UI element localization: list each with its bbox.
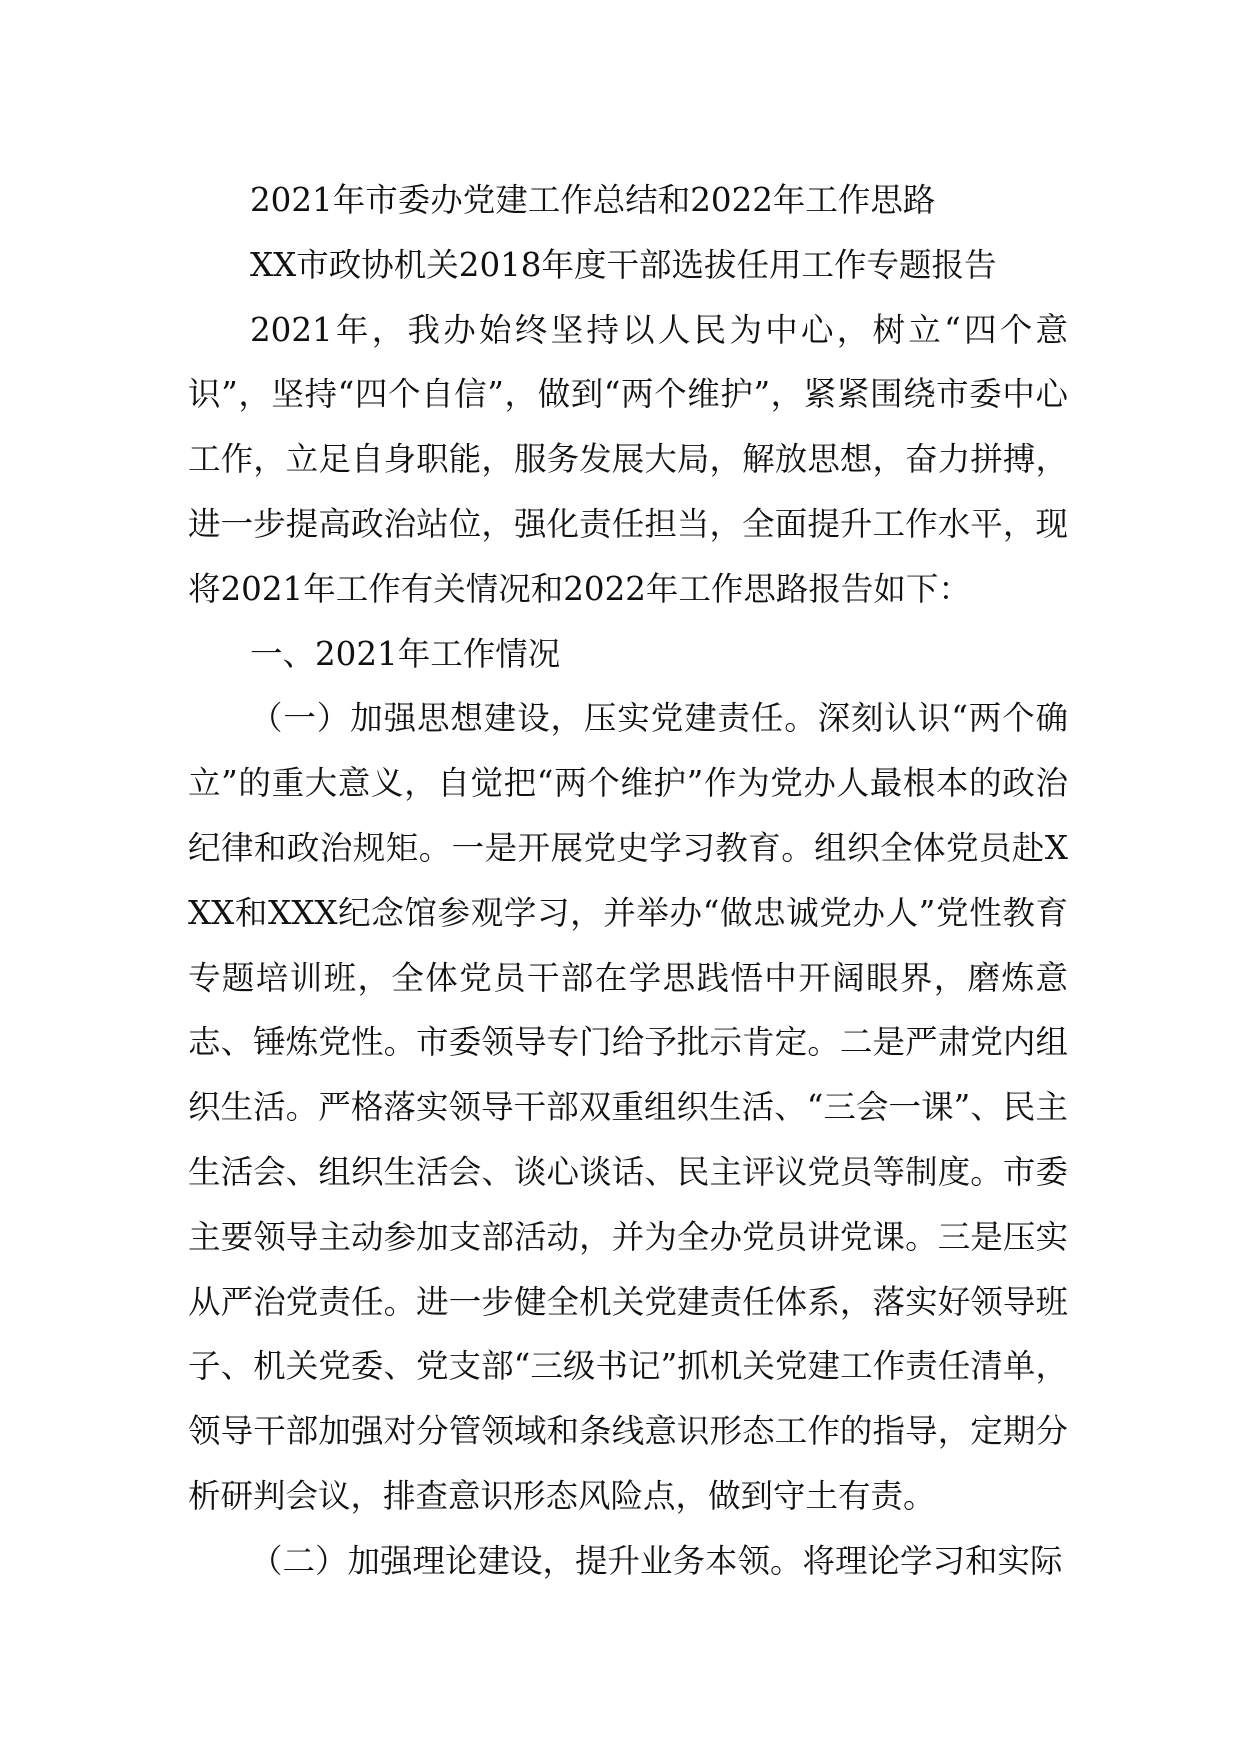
body-paragraph-2: （二）加强理论建设，提升业务本领。将理论学习和实际	[250, 1541, 1063, 1580]
body-paragraph-1: （一）加强思想建设，压实党建责任。深刻认识“两个确立”的重大意义，自觉把“两个维护”作为党办人最根本的政治纪律和政治规矩。一是开展党史学习教育。组织全体党员赴XXX和XXX纪念馆参观学习，并举办“做忠诚党办人”党性教育专题培训班，全体党员干部在学思践悟中开阔眼界，磨炼意志、锤炼党性。市委领导专门给予批示肯定。二是严肃党内组织生活。严格落实领导干部双重组织生活、“三会一课”、民主生活会、组织生活会、谈心谈话、民主评议党员等制度。市委主要领导主动参加支部活动，并为全办党员讲党课。三是压实从严治党责任。进一步健全机关党建责任体系，落实好领导班子、机关党委、党支部“三级书记”抓机关党建工作责任清单，领导干部加强对分管领域和条线意识形态工作的指导，定期分析研判会议，排查意识形态风险点，做到守土有责。	[188, 699, 1068, 1515]
document-subtitle: XX市政协机关2018年度干部选拔任用工作专题报告	[250, 245, 997, 284]
section-heading: 一、2021年工作情况	[250, 634, 561, 673]
document-title: 2021年市委办党建工作总结和2022年工作思路	[250, 181, 936, 219]
document-body	[188, 168, 1068, 1594]
intro-paragraph: 2021年，我办始终坚持以人民为中心，树立“四个意识”，坚持“四个自信”，做到“两个维护”，紧紧围绕市委中心工作，立足自身职能，服务发展大局，解放思想，奋力拼搏，进一步提高政治站位，强化责任担当，全面提升工作水平，现将2021年工作有关情况和2022年工作思路报告如下：	[188, 310, 1068, 608]
